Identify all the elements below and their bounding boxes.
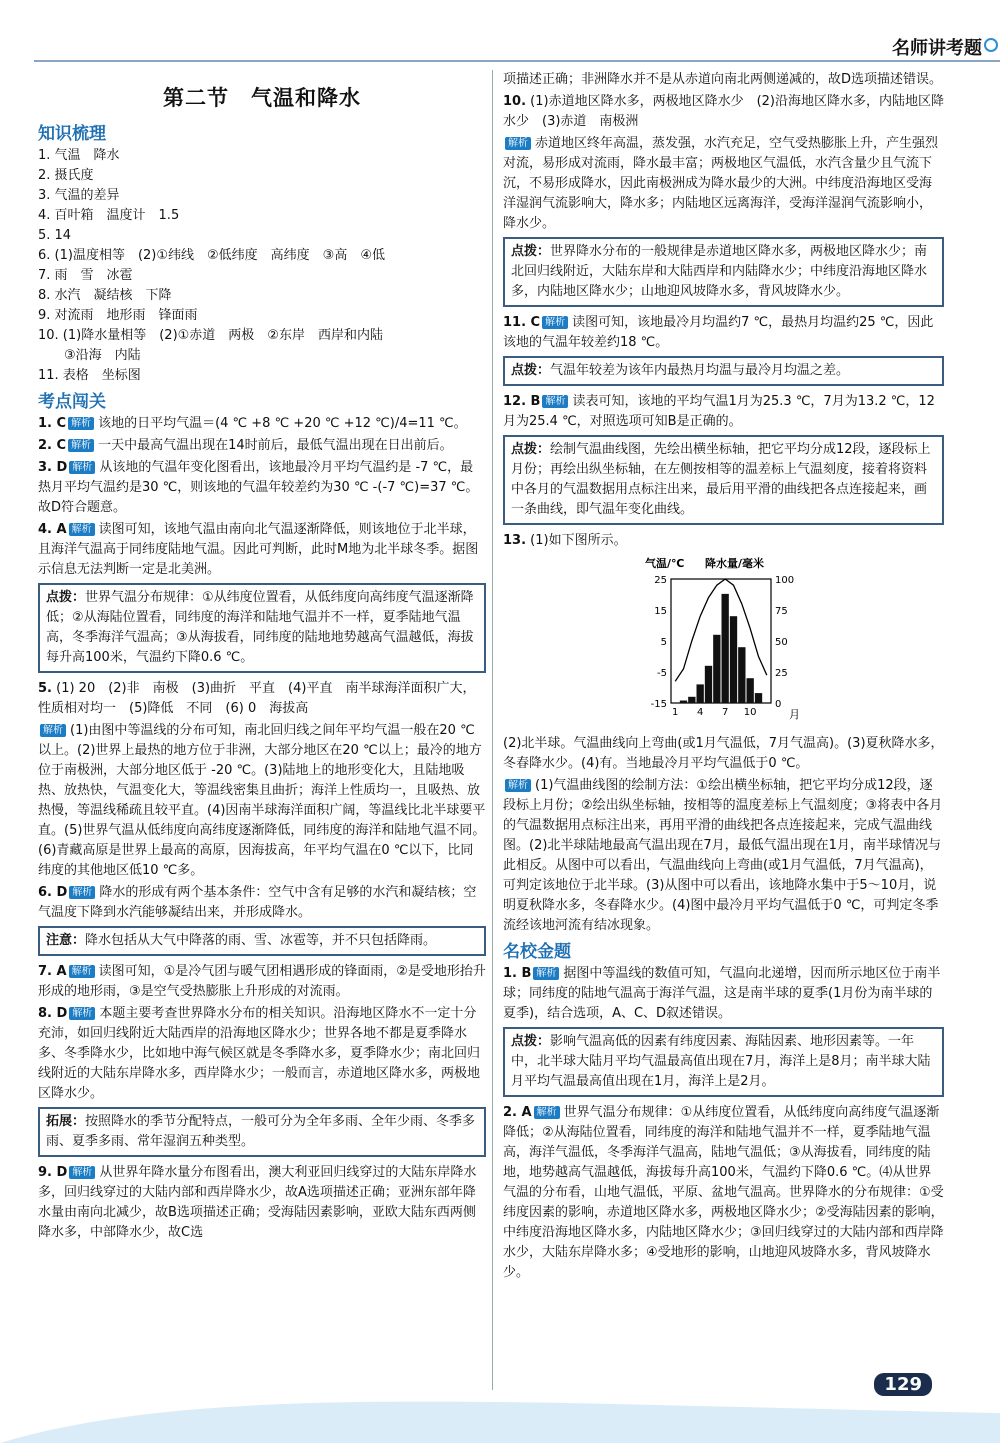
knowledge-item: 9. 对流雨 地形雨 锋面雨 xyxy=(38,308,198,323)
knowledge-item: 5. 14 xyxy=(38,228,72,243)
knowledge-item: 1. 气温 降水 xyxy=(38,148,120,163)
footer-swoosh-shape xyxy=(0,1402,1000,1443)
precip-bar xyxy=(697,684,704,703)
climate-chart-svg xyxy=(643,555,813,725)
left-column xyxy=(38,68,486,1245)
answer-item: 3. D 解析 从该地的气温年变化图看出，该地最冷月平均气温约是 -7 ℃，最热月平均气温约是30 ℃，则该地的气温年较差约为30 ℃ -(-7 ℃)=37 ℃。故D符合题意。 xyxy=(38,460,479,515)
precip-bar xyxy=(730,616,737,703)
precip-tick-label: 100 xyxy=(775,575,795,586)
knowledge-item: 7. 雨 雪 冰雹 xyxy=(38,268,133,283)
answer-item: 11. C 解析 读图可知，该地最冷月均温约7 ℃，最热月均温约25 ℃，因此该地的气温年较差约18 ℃。 xyxy=(503,315,934,350)
temperature-line xyxy=(675,579,767,681)
answer-item: 2. C 解析 一天中最高气温出现在14时前后，最低气温出现在日出前后。 xyxy=(38,438,453,453)
x-axis-unit: 月 xyxy=(789,708,800,721)
section-mingxiao: 名校金题 xyxy=(503,942,571,962)
knowledge-item: 2. 摄氏度 xyxy=(38,168,94,183)
section-kaodian: 考点闯关 xyxy=(38,392,106,412)
knowledge-item: 6. (1)温度相等 (2)①纬线 ②低纬度 高纬度 ③高 ④低 xyxy=(38,248,385,263)
jiexi-tag: 解析 xyxy=(542,395,568,408)
answer-item: 2. A 解析 世界气温分布规律：①从纬度位置看，从低纬度向高纬度气温逐渐降低；②从海陆位置看，同纬度的海洋和陆地气温并不一样，夏季陆地气温高，海洋气温低，冬季海洋气温高，陆地气温低；③从海拔看，同纬度的陆地，地势越高气温越低，海拔每升高100米，气温约下降0.6 ℃。⑷从世界气温的分布看，山地气温低，平原、盆地气温高。世界降水的分布规律：①受纬度因素的影响，赤道地区降水多，两极地区降水少；②受海陆因素的影响，中纬度沿海地区降水多，内陆地区降水少；③回归线穿过的大陆内部和西岸降水少，大陆东岸降水多；④受地形的影响，山地迎风坡降水多，背风坡降水少。 xyxy=(503,1105,944,1280)
knowledge-item: 3. 气温的差异 xyxy=(38,188,120,203)
precip-bar xyxy=(722,594,729,703)
note-box: 注意：降水包括从大气中降落的雨、雪、冰雹等，并不只包括降雨。 xyxy=(38,926,486,956)
brand-dot-icon xyxy=(984,38,998,52)
precip-bar xyxy=(747,678,754,703)
answer-item: 1. C 解析 该地的日平均气温＝(4 ℃ +8 ℃ +20 ℃ +12 ℃)/4=11 ℃。 xyxy=(38,416,467,431)
jiexi-tag: 解析 xyxy=(68,439,94,452)
month-tick-label: 4 xyxy=(696,707,704,718)
jiexi-tag: 解析 xyxy=(69,1007,95,1020)
tip-box: 点拨：世界降水分布的一般规律是赤道地区降水多，两极地区降水少；南北回归线附近，大陆东岸和大陆西岸和内陆降水少；中纬度沿海地区降水多，内陆地区降水少；山地迎风坡降水多，背风坡降水少。 xyxy=(503,237,944,307)
temp-tick-label: 25 xyxy=(654,575,667,586)
answer-item: 9. D 解析 从世界年降水量分布图看出，澳大利亚回归线穿过的大陆东岸降水多，回归线穿过的大陆内部和西岸降水少，故A选项描述正确；亚洲东部年降水量由南向北减少，故B选项描述正确；受海陆因素影响，亚欧大陆东西两侧降水多，中部降水少，故C选 xyxy=(38,1165,477,1240)
answer-item: 5. (1) 20 (2)非 南极 (3)曲折 平直 (4)平直 南半球海洋面积广大，性质相对均一 (5)降低 不同 (6) 0 海拔高 xyxy=(38,681,476,716)
footer-swoosh xyxy=(0,1373,1000,1443)
tip-box: 点拨：世界气温分布规律：①从纬度位置看，从低纬度向高纬度气温逐渐降低；②从海陆位置看，同纬度的海洋和陆地气温并不一样，夏季陆地气温高，冬季海洋气温高；③从海拔看，同纬度的陆地地势越高气温越低，海拔每升高100米，气温约下降0.6 ℃。 xyxy=(38,583,486,673)
precip-bar xyxy=(738,647,745,703)
answer-item: 8. D 解析 本题主要考查世界降水分布的相关知识。沿海地区降水不一定十分充沛，如回归线附近大陆西岸的沿海地区降水少；世界各地不都是夏季降水多、冬季降水少，比如地中海气候区就是冬季降水多，夏季降水少；南北回归线附近的大陆东岸降水多，西岸降水少；一般而言，赤道地区降水多，两极地区降水少。 xyxy=(38,1006,481,1101)
precip-bar xyxy=(713,635,720,703)
answer-item: 12. B 解析 读表可知，该地的平均气温1月为25.3 ℃，7月为13.2 ℃，12月为25.4 ℃，对照选项可知B是正确的。 xyxy=(503,394,935,429)
answer-item: 1. B 解析 据图中等温线的数值可知，气温向北递增，因而所示地区位于南半球；同纬度的陆地气温高于海洋气温，这是南半球的夏季(1月份为南半球的夏季)，结合选项，A、C、D叙述错误。 xyxy=(503,966,941,1021)
answer-explanation: (2)北半球。气温曲线向上弯曲(或1月气温低，7月气温高)。(3)夏秋降水多，冬春降水少。(4)有。当地最冷月平均气温低于0 ℃。 xyxy=(503,736,944,771)
answer-explanation: 解析 赤道地区终年高温，蒸发强，水汽充足，空气受热膨胀上升，产生强烈对流，易形成对流雨，降水最丰富；两极地区气温低，水汽含量少且气流下沉，不易形成降水，因此南极洲成为降水最少的大洲。中纬度沿海地区受海洋湿润气流影响大，降水多；内陆地区远离海洋，受海洋湿润气流影响小，降水少。 xyxy=(503,136,939,231)
answer-continuation: 项描述正确；非洲降水并不是从赤道向南北两侧递减的，故D选项描述错误。 xyxy=(503,72,943,87)
jiexi-tag: 解析 xyxy=(69,461,95,474)
jiexi-tag: 解析 xyxy=(40,724,66,737)
temp-tick-label: -5 xyxy=(657,668,667,679)
jiexi-tag: 解析 xyxy=(505,137,531,150)
precip-tick-label: 50 xyxy=(775,637,788,648)
page-title: 第二节 气温和降水 xyxy=(163,85,361,110)
temp-tick-label: 5 xyxy=(660,637,667,648)
knowledge-item: 4. 百叶箱 温度计 1.5 xyxy=(38,208,180,223)
climate-chart xyxy=(643,555,944,732)
knowledge-item: 10. (1)降水量相等 (2)①赤道 两极 ②东岸 西岸和内陆 xyxy=(38,328,383,343)
answer-explanation: 解析 (1)气温曲线图的绘制方法：①绘出横坐标轴，把它平均分成12段，逐段标上月份；②绘出纵坐标轴，按相等的温度差标上气温刻度；③将表中各月的气温数据用点标注出来，再用平滑的曲线把各点连接起来，完成气温曲线图。(2)北半球陆地最高气温出现在7月，最低气温出现在1月，南半球情况与此相反。从图中可以看出，气温曲线向上弯曲(或1月气温低，7月气温高)，可判定该地位于北半球。(3)从图中可以看出，该地降水集中于5～10月，说明夏秋降水多，冬春降水少。(4)图中最冷月平均气温低于0 ℃，可判定冬季流经该地河流有结冰现象。 xyxy=(503,778,943,933)
jiexi-tag: 解析 xyxy=(534,1106,560,1119)
month-tick-label: 10 xyxy=(743,707,757,718)
answer-item: 4. A 解析 读图可知，该地气温由南向北气温逐渐降低，则该地位于北半球，且海洋气温高于同纬度陆地气温。因此可判断，此时M地为北半球冬季。据图示信息无法判断一定是北美洲。 xyxy=(38,522,479,577)
brand-title: 名师讲考题 xyxy=(892,38,982,59)
answer-item: 10. (1)赤道地区降水多，两极地区降水少 (2)沿海地区降水多，内陆地区降水少 (3)赤道 南极洲 xyxy=(503,94,945,129)
month-tick-label: 7 xyxy=(721,707,729,718)
jiexi-tag: 解析 xyxy=(69,523,95,536)
month-tick-label: 1 xyxy=(671,707,679,718)
precip-bar xyxy=(705,666,712,703)
knowledge-item: ③沿海 内陆 xyxy=(38,348,141,363)
jiexi-tag: 解析 xyxy=(69,1166,95,1179)
answer-explanation: 解析 (1)由图中等温线的分布可知，南北回归线之间年平均气温一般在20 ℃以上。(2)世界上最热的地方位于非洲，大部分地区在20 ℃以上；最冷的地方位于南极洲，大部分地区低于 -20 ℃。(3)陆地上的地形变化大，且陆地吸热、放热快，气温变化大，等温线密集且曲折；海洋上性质均一，且吸热、放热慢，等温线稀疏且较平直。(4)因南半球海洋面积广阔，等温线比北半球要平直。(5)世界气温从低纬度向高纬度逐渐降低，同纬度的海洋和陆地气温不同。(6)青藏高原是世界上最高的高原，因海拔高，年平均气温在0 ℃以下，比同纬度的其他地区低10 ℃多。 xyxy=(38,723,486,878)
tip-box: 点拨：绘制气温曲线图，先绘出横坐标轴，把它平均分成12段，逐段标上月份；再绘出纵坐标轴，在左侧按相等的温差标上气温刻度，接着将资料中各月的气温数据用点标注出来，最后用平滑的曲线把各点连接起来，画一条曲线，即气温年变化曲线。 xyxy=(503,435,944,525)
extension-box: 拓展：按照降水的季节分配特点，一般可分为全年多雨、全年少雨、冬季多雨、夏季多雨、常年湿润五种类型。 xyxy=(38,1107,486,1157)
precip-bar xyxy=(755,693,762,703)
jiexi-tag: 解析 xyxy=(505,779,531,792)
chart-marks xyxy=(651,575,794,718)
precip-bar xyxy=(680,701,687,703)
column-divider xyxy=(492,70,493,1390)
jiexi-tag: 解析 xyxy=(542,316,568,329)
right-column xyxy=(503,68,944,1285)
temp-axis-label: 气温/℃ xyxy=(645,557,685,570)
precip-tick-label: 0 xyxy=(775,699,782,710)
knowledge-item: 11. 表格 坐标图 xyxy=(38,368,141,383)
jiexi-tag: 解析 xyxy=(533,967,559,980)
page-number: 129 xyxy=(874,1373,932,1396)
jiexi-tag: 解析 xyxy=(69,965,95,978)
knowledge-item: 8. 水汽 凝结核 下降 xyxy=(38,288,172,303)
header-rule xyxy=(34,60,1000,62)
plot-frame xyxy=(671,579,771,703)
precip-bar xyxy=(688,697,695,703)
tip-box: 点拨：气温年较差为该年内最热月均温与最冷月均温之差。 xyxy=(503,356,944,386)
precip-axis-label: 降水量/毫米 xyxy=(705,557,765,570)
knowledge-list xyxy=(38,146,486,386)
section-zhishi: 知识梳理 xyxy=(38,124,106,144)
jiexi-tag: 解析 xyxy=(69,886,95,899)
answer-item: 13. (1)如下图所示。 xyxy=(503,533,627,548)
tip-box: 点拨：影响气温高低的因素有纬度因素、海陆因素、地形因素等。一年中，北半球大陆月平均气温最高值出现在7月，海洋上是8月；南半球大陆月平均气温最高值出现在1月，海洋上是2月。 xyxy=(503,1027,944,1097)
answer-item: 7. A 解析 读图可知，①是冷气团与暖气团相遇形成的锋面雨，②是受地形抬升形成的地形雨，③是空气受热膨胀上升形成的对流雨。 xyxy=(38,964,486,999)
temp-tick-label: -15 xyxy=(650,699,667,710)
precip-tick-label: 25 xyxy=(775,668,788,679)
precip-tick-label: 75 xyxy=(775,606,788,617)
answer-item: 6. D 解析 降水的形成有两个基本条件：空气中含有足够的水汽和凝结核；空气温度下降到水汽能够凝结出来，并形成降水。 xyxy=(38,885,477,920)
temp-tick-label: 15 xyxy=(654,606,667,617)
jiexi-tag: 解析 xyxy=(68,417,94,430)
